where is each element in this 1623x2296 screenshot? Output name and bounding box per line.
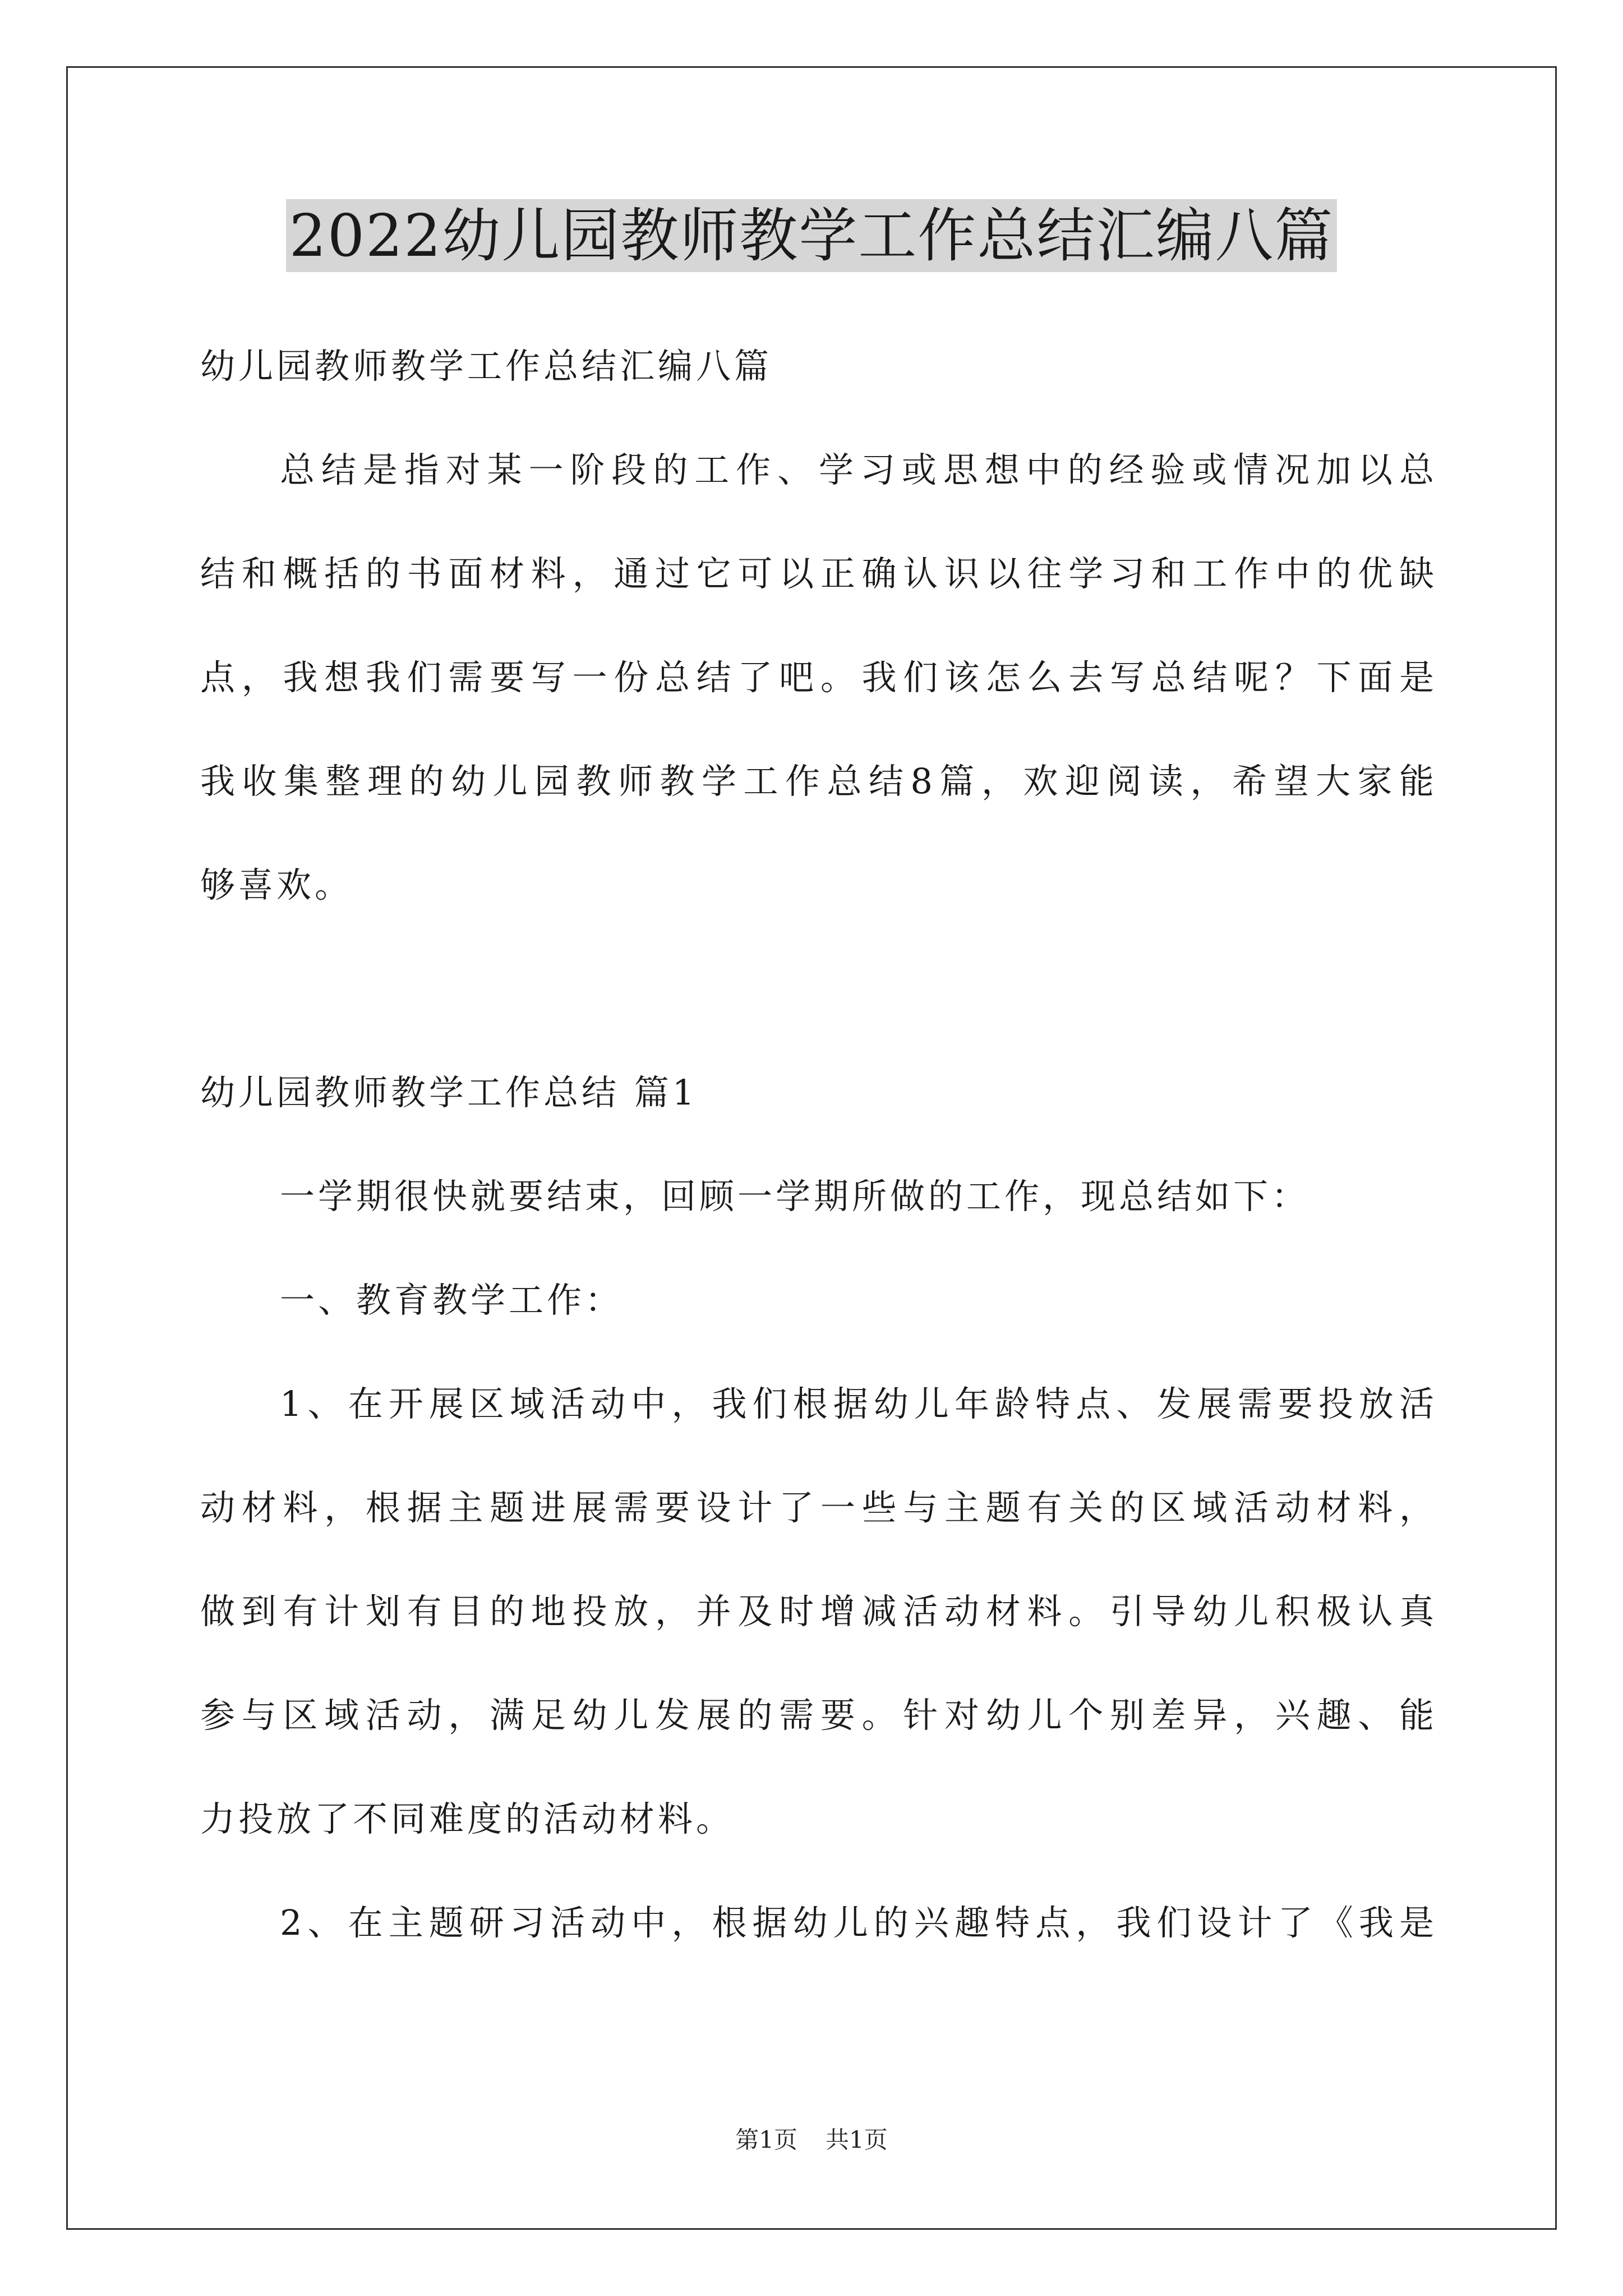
page-total: 共1页 <box>826 2126 888 2154</box>
paragraph-line: 力投放了不同难度的活动材料。 <box>200 1798 735 1839</box>
paragraph-line: 点，我想我们需要写一份总结了吧。我们该怎么去写总结呢？下面是 <box>200 657 1434 698</box>
paragraph-line: 够喜欢。 <box>200 864 353 905</box>
paragraph-line: 结和概括的书面材料，通过它可以正确认识以往学习和工作中的优缺 <box>200 553 1434 594</box>
blank-line <box>200 937 1434 1041</box>
section-heading: 幼儿园教师教学工作总结 篇1 <box>200 1072 698 1113</box>
document-title-text: 2022幼儿园教师教学工作总结汇编八篇 <box>286 199 1338 272</box>
paragraph-line: 1、在开展区域活动中，我们根据幼儿年龄特点、发展需要投放活 <box>280 1383 1434 1424</box>
page-footer <box>0 2123 1623 2157</box>
document-title <box>0 196 1623 275</box>
paragraph-line: 一学期很快就要结束，回顾一学期所做的工作，现总结如下： <box>280 1176 1310 1217</box>
paragraph-line: 参与区域活动，满足幼儿发展的需要。针对幼儿个别差异，兴趣、能 <box>200 1695 1434 1736</box>
paragraph-line: 我收集整理的幼儿园教师教学工作总结8篇，欢迎阅读，希望大家能 <box>200 761 1434 802</box>
paragraph-line: 做到有计划有目的地投放，并及时增减活动材料。引导幼儿积极认真 <box>200 1591 1434 1632</box>
paragraph-line: 一、教育教学工作： <box>280 1280 624 1320</box>
subtitle-line: 幼儿园教师教学工作总结汇编八篇 <box>200 346 773 386</box>
page-number: 第1页 <box>735 2126 797 2154</box>
paragraph-line: 动材料，根据主题进展需要设计了一些与主题有关的区域活动材料， <box>200 1487 1434 1528</box>
paragraph-line: 2、在主题研习活动中，根据幼儿的兴趣特点，我们设计了《我是 <box>280 1902 1434 1943</box>
document-body <box>200 314 1434 1975</box>
paragraph-line: 总结是指对某一阶段的工作、学习或思想中的经验或情况加以总 <box>280 449 1434 490</box>
